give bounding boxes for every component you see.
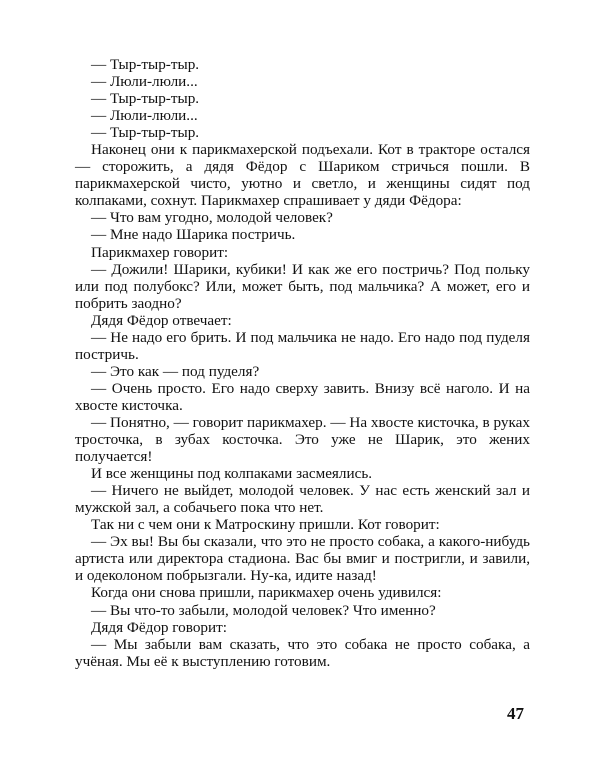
- paragraph: — Эх вы! Вы бы сказали, что это не просто собака, а какого-нибудь артиста или директора стадиона. Вас бы вмиг и постригли, и завили, и одеколоном побрызгали. Ну-ка, идите назад!: [75, 533, 530, 585]
- paragraph: — Дожили! Шарики, кубики! И как же его постричь? Под польку или под полубокс? Или, может быть, под мальчика? А может, его и побрить заодно?: [75, 260, 530, 312]
- paragraph: — Люли-люли...: [91, 107, 198, 125]
- paragraph: — Мне надо Шарика постричь.: [91, 226, 296, 244]
- paragraph: — Не надо его брить. И под мальчика не надо. Его надо под пуделя постричь.: [75, 328, 530, 363]
- paragraph: Так ни с чем они к Матроскину пришли. Кот говорит:: [91, 516, 440, 534]
- paragraph: — Тыр-тыр-тыр.: [91, 90, 200, 108]
- paragraph: — Очень просто. Его надо сверху завить. Внизу всё наголо. И на хвосте кисточка.: [75, 379, 530, 414]
- paragraph: — Люли-люли...: [91, 73, 198, 91]
- paragraph: Парикмахер говорит:: [91, 243, 229, 261]
- paragraph: — Понятно, — говорит парикмахер. — На хвосте кисточка, в руках тросточка, в зубах косточка. Это уже не Шарик, это жених получается!: [75, 413, 530, 466]
- paragraph: Дядя Фёдор отвечает:: [91, 311, 232, 329]
- paragraph: Наконец они к парикмахерской подъехали. Кот в тракторе остался — сторожить, а дядя Фёдор с Шариком стричься пошли. В парикмахерской чисто, уютно и светло, и женщины сидят под колпаками, сохнут. Парикмахер спрашивает у дяди Фёдора:: [75, 141, 530, 210]
- paragraph: — Что вам угодно, молодой человек?: [91, 209, 333, 227]
- paragraph: Когда они снова пришли, парикмахер очень удивился:: [91, 584, 442, 602]
- paragraph: — Мы забыли вам сказать, что это собака не просто собака, а учёная. Мы её к выступлению готовим.: [75, 635, 530, 670]
- paragraph: — Вы что-то забыли, молодой человек? Что именно?: [91, 601, 436, 619]
- paragraph: — Это как — под пуделя?: [91, 362, 260, 380]
- paragraph: — Ничего не выйдет, молодой человек. У нас есть женский зал и мужской зал, а собачьего пока что нет.: [75, 482, 530, 517]
- page-body-text: [75, 56, 530, 670]
- paragraph: Дядя Фёдор говорит:: [91, 618, 227, 636]
- paragraph: — Тыр-тыр-тыр.: [91, 124, 200, 142]
- paragraph: — Тыр-тыр-тыр.: [91, 56, 200, 73]
- paragraph: И все женщины под колпаками засмеялись.: [91, 465, 373, 483]
- page-number: 47: [507, 704, 524, 723]
